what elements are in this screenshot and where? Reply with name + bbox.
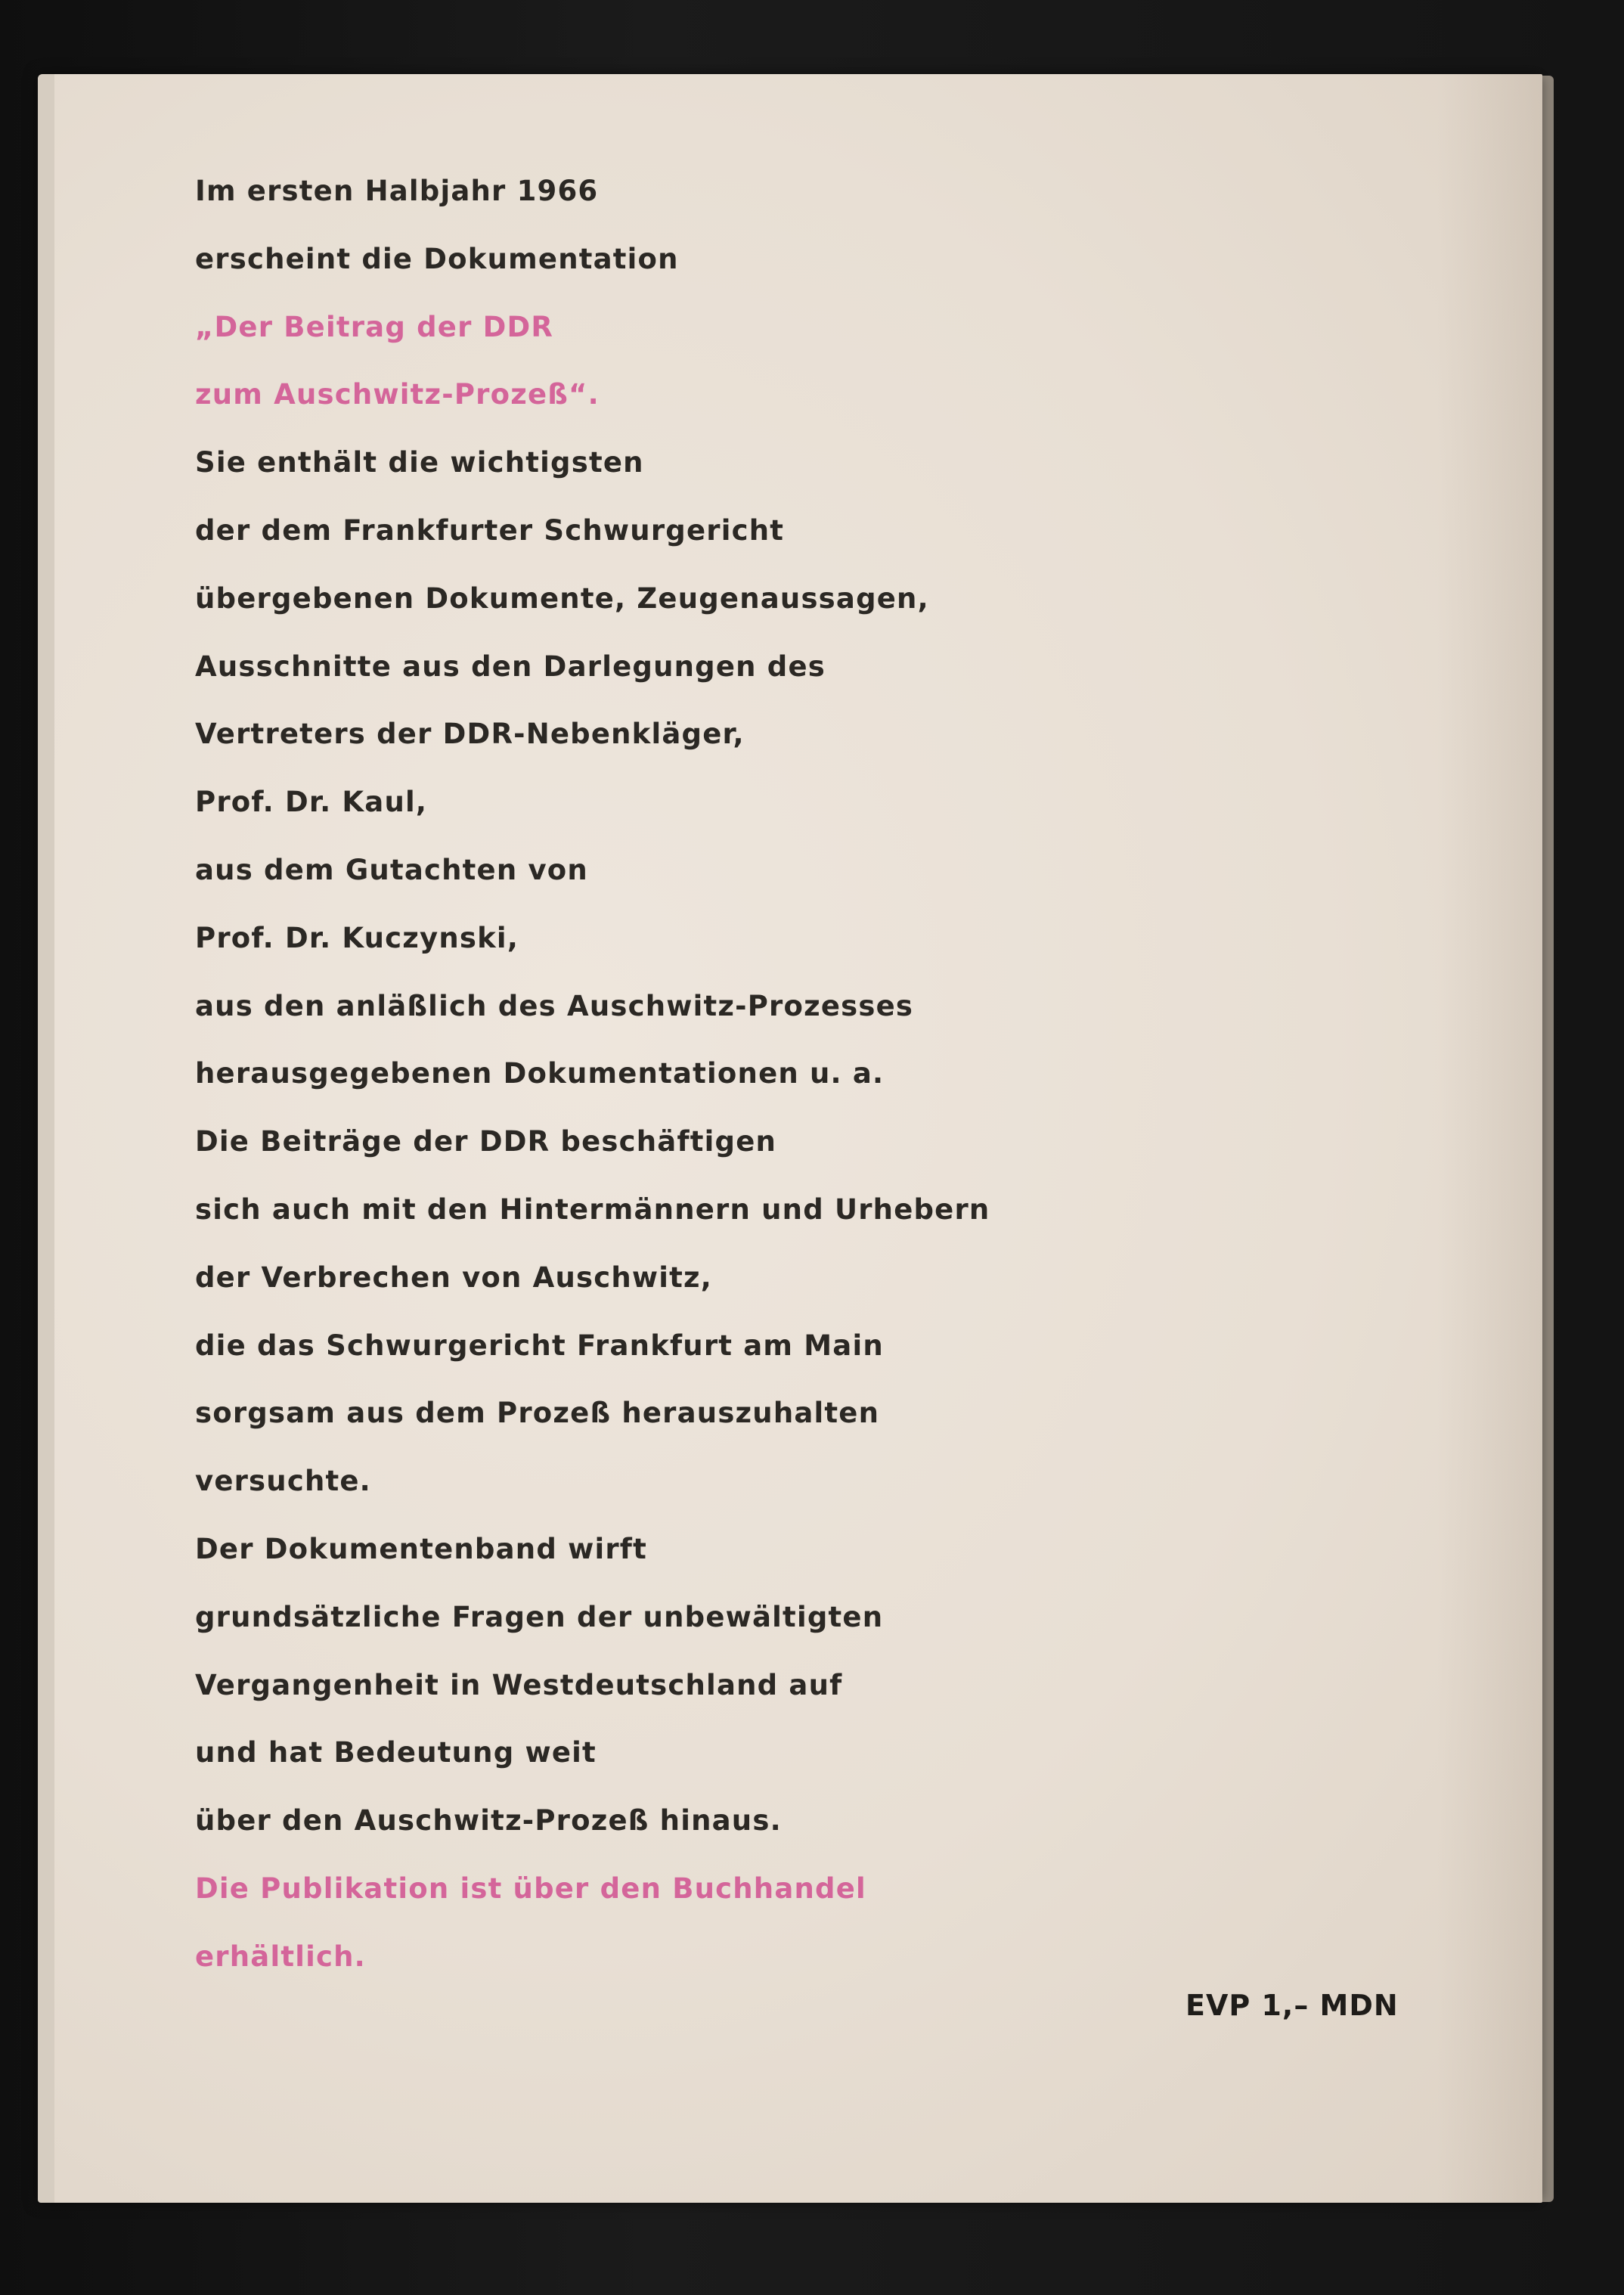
text-line: Prof. Dr. Kuczynski,: [195, 921, 519, 954]
text-line: Vergangenheit in Westdeutschland auf: [195, 1668, 843, 1701]
text-line: Die Beiträge der DDR beschäftigen: [195, 1125, 777, 1158]
text-line: Die Publikation ist über den Buchhandel: [195, 1872, 866, 1905]
text-line: aus dem Gutachten von: [195, 853, 588, 886]
text-line: der Verbrechen von Auschwitz,: [195, 1261, 713, 1294]
price-label: EVP 1,– MDN: [1185, 1989, 1399, 2022]
text-line: Sie enthält die wichtigsten: [195, 446, 644, 479]
text-line: sich auch mit den Hintermännern und Urhebern: [195, 1192, 990, 1226]
page-edge-shading: [1436, 74, 1542, 2203]
announcement-text-block: [195, 157, 1178, 1991]
text-line: versuchte.: [195, 1465, 371, 1498]
text-line: übergebenen Dokumente, Zeugenaussagen,: [195, 582, 929, 615]
text-line: über den Auschwitz-Prozeß hinaus.: [195, 1804, 782, 1838]
text-line: erhältlich.: [195, 1940, 366, 1973]
text-line: und hat Bedeutung weit: [195, 1736, 597, 1769]
text-line: der dem Frankfurter Schwurgericht: [195, 513, 785, 547]
text-line: zum Auschwitz-Prozeß“.: [195, 378, 600, 411]
text-line: herausgegebenen Dokumentationen u. a.: [195, 1057, 885, 1090]
text-line: Im ersten Halbjahr 1966: [195, 175, 599, 207]
text-line: die das Schwurgericht Frankfurt am Main: [195, 1329, 884, 1362]
text-line: sorgsam aus dem Prozeß herauszuhalten: [195, 1397, 880, 1430]
text-line: aus den anläßlich des Auschwitz-Prozesses: [195, 989, 914, 1022]
text-line: Ausschnitte aus den Darlegungen des: [195, 650, 826, 683]
text-line: Der Dokumentenband wirft: [195, 1532, 647, 1565]
text-line: Prof. Dr. Kaul,: [195, 786, 428, 819]
text-line: Vertreters der DDR-Nebenkläger,: [195, 718, 745, 751]
text-line: erscheint die Dokumentation: [195, 242, 679, 275]
text-line: grundsätzliche Fragen der unbewältigten: [195, 1600, 884, 1633]
text-line: „Der Beitrag der DDR: [195, 310, 554, 343]
